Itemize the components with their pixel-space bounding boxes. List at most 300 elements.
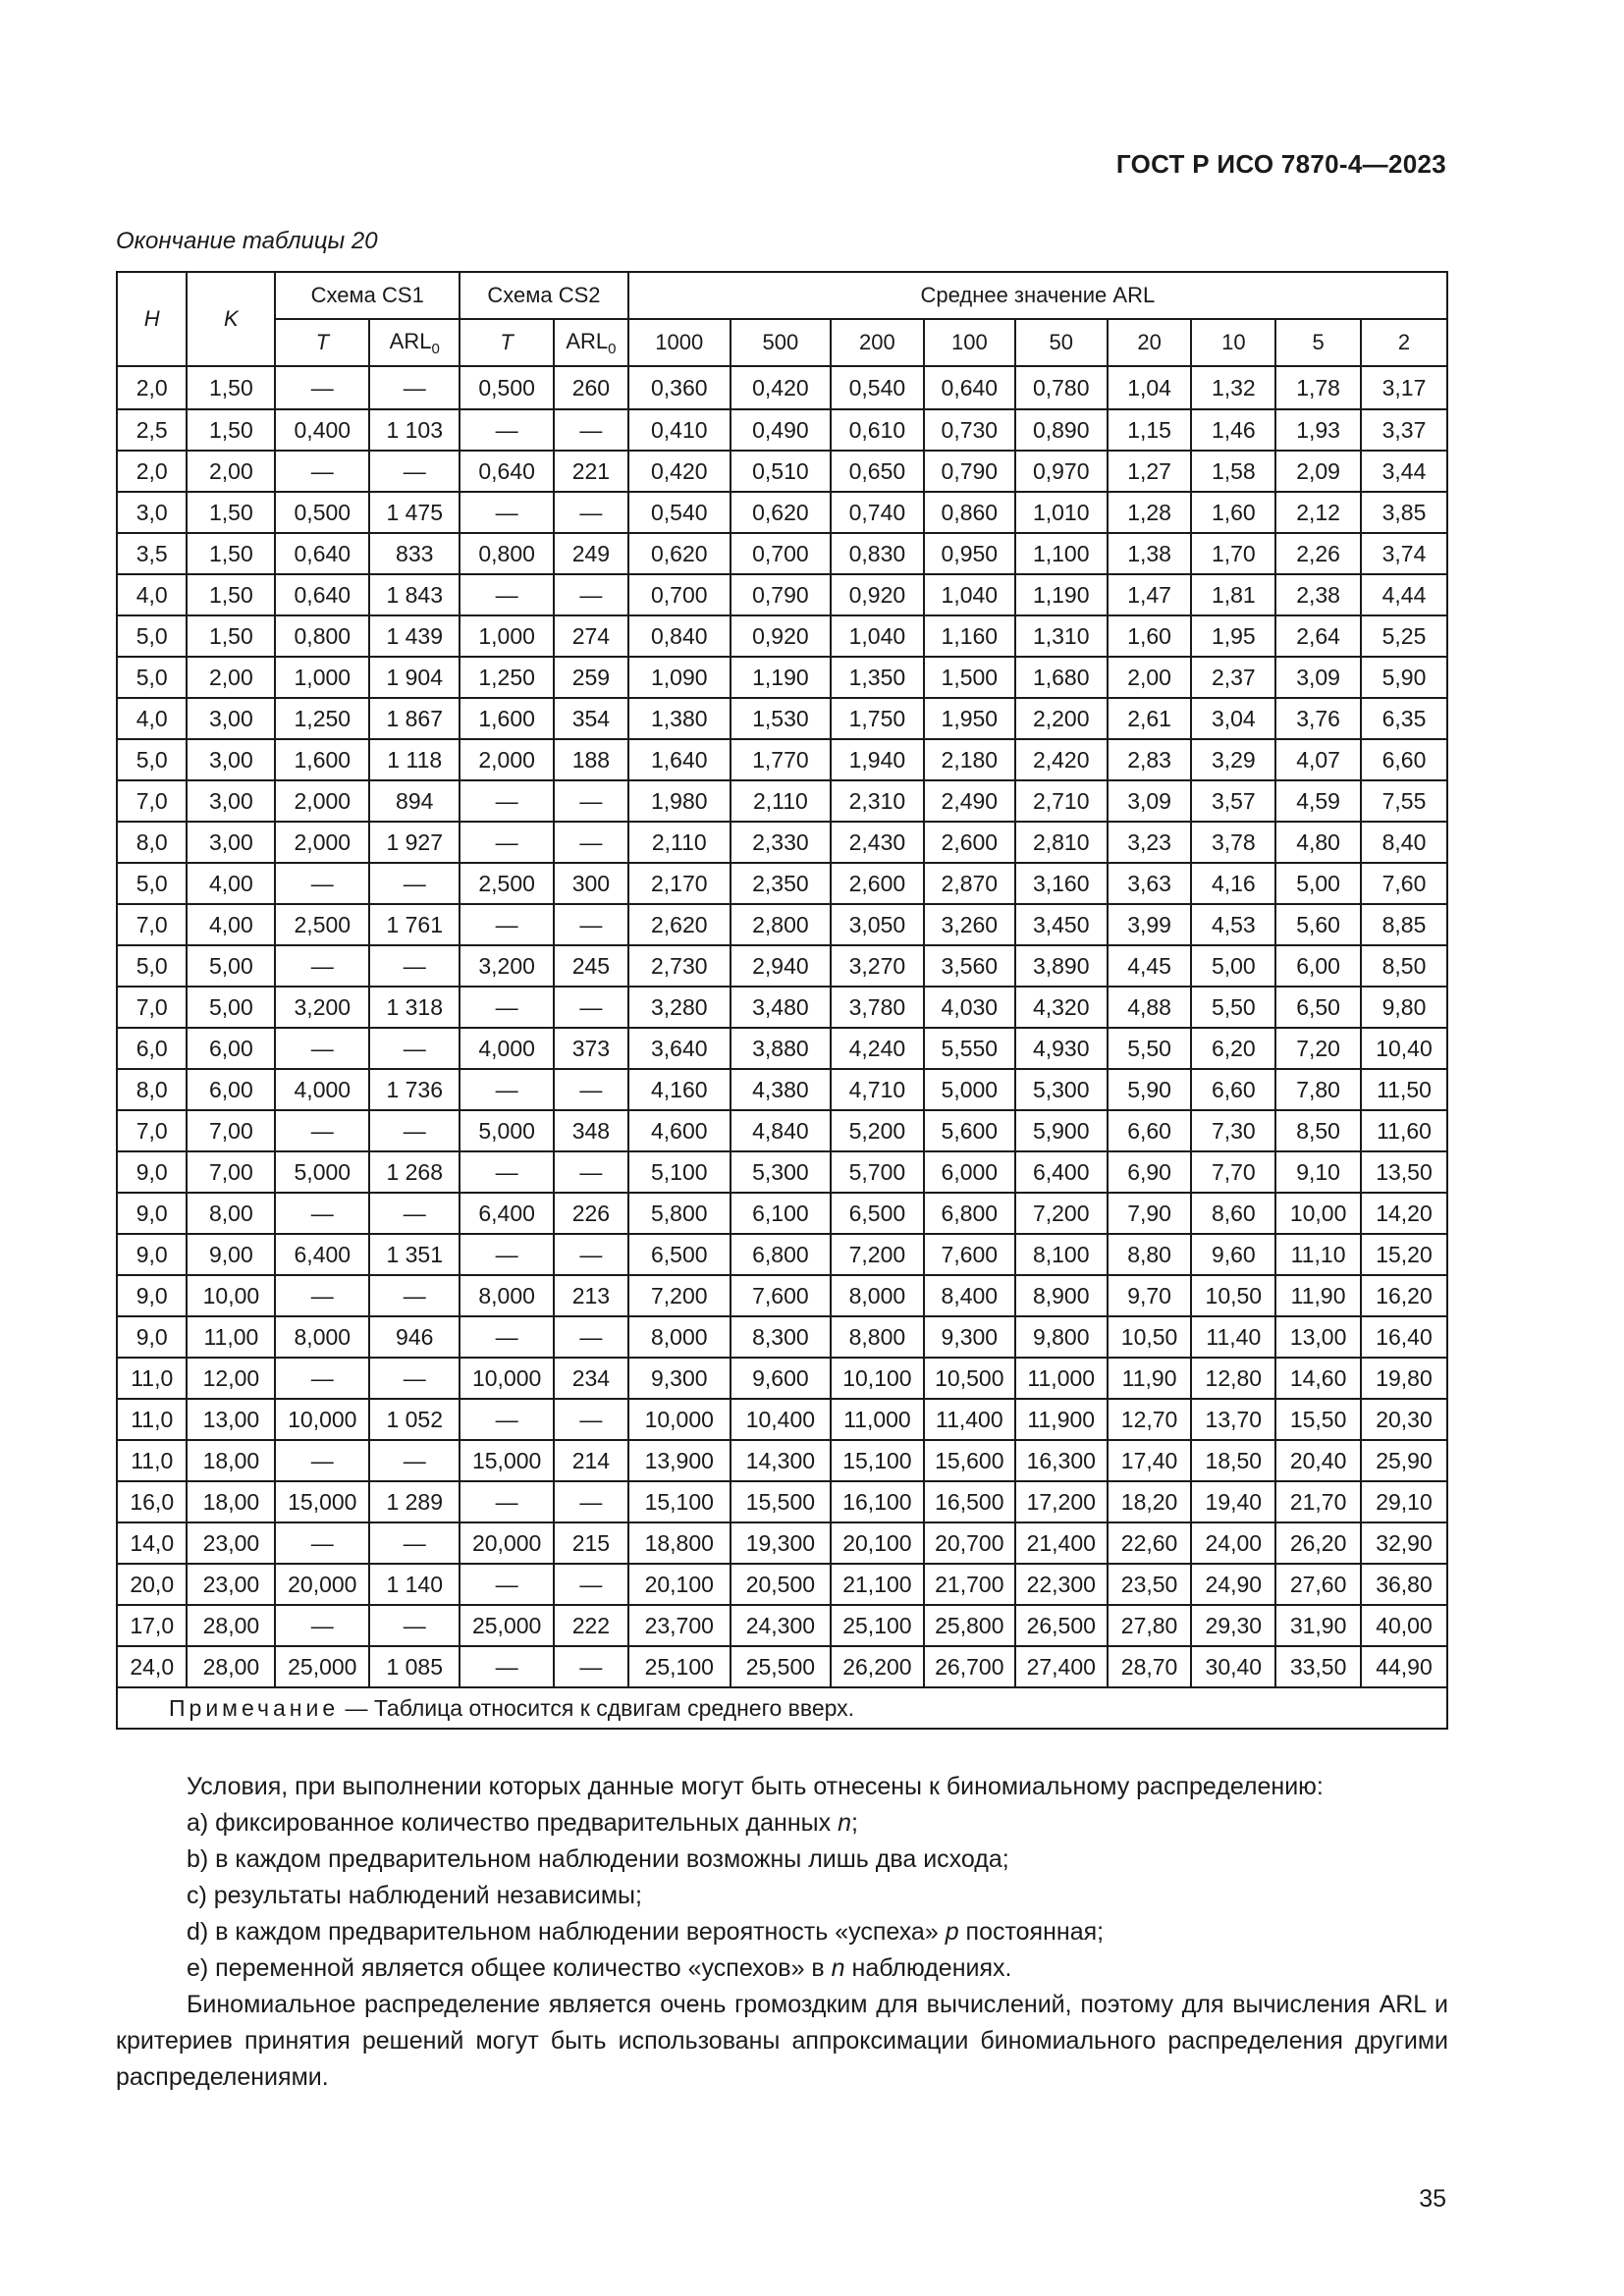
table-cell: 3,00 [187,780,275,822]
table-cell: 3,23 [1108,822,1192,863]
table-cell: 11,900 [1015,1399,1108,1440]
table-cell: 18,800 [628,1522,731,1564]
table-cell: 14,60 [1275,1358,1361,1399]
table-cell: 7,600 [924,1234,1015,1275]
table-cell: 5,300 [1015,1069,1108,1110]
table-cell: 5,700 [831,1151,924,1193]
table-cell: 25,000 [275,1646,369,1687]
table-cell: 0,800 [460,533,554,574]
table-cell: 0,700 [628,574,731,615]
table-cell: — [460,1151,554,1193]
table-cell: 24,00 [1191,1522,1275,1564]
table-row [117,1110,1447,1151]
table-cell: 3,200 [460,945,554,987]
table-cell: — [554,987,628,1028]
table-cell: — [554,1481,628,1522]
table-cell: — [460,1646,554,1687]
table-cell: 6,500 [628,1234,731,1275]
table-row [117,1275,1447,1316]
table-cell: 14,300 [731,1440,831,1481]
table-cell: 23,00 [187,1564,275,1605]
table-row [117,904,1447,945]
table-row [117,780,1447,822]
table-cell: 2,000 [275,780,369,822]
table-cell: 3,99 [1108,904,1192,945]
table-cell: 3,44 [1361,451,1447,492]
table-cell: — [554,409,628,451]
table-cell: 1,090 [628,657,731,698]
table-cell: — [554,1646,628,1687]
table-cell: 1,750 [831,698,924,739]
table-cell: 5,200 [831,1110,924,1151]
table-cell: 188 [554,739,628,780]
table-cell: 2,000 [275,822,369,863]
table-cell: 1 475 [369,492,460,533]
table-cell: 12,70 [1108,1399,1192,1440]
table-cell: 274 [554,615,628,657]
condition-item: e) переменной является общее количество «успехов» в n наблюдениях. [187,1954,1012,1982]
table-cell: 15,100 [628,1481,731,1522]
table-cell: 11,00 [187,1316,275,1358]
table-cell: — [275,1358,369,1399]
table-row [117,574,1447,615]
table-cell: — [369,1605,460,1646]
table-cell: 0,790 [731,574,831,615]
table-cell: 20,100 [831,1522,924,1564]
table-row [117,615,1447,657]
table-cell: 5,50 [1108,1028,1192,1069]
table-cell: 10,500 [924,1358,1015,1399]
table-cell: 0,540 [831,366,924,409]
table-cell: 3,57 [1191,780,1275,822]
table-cell: 1,100 [1015,533,1108,574]
table-cell: 2,5 [117,409,187,451]
table-cell: 7,30 [1191,1110,1275,1151]
table-cell: 234 [554,1358,628,1399]
table-cell: 6,90 [1108,1151,1192,1193]
table-row [117,366,1447,409]
table-row [117,1522,1447,1564]
table-cell: 4,000 [275,1069,369,1110]
table-row [117,533,1447,574]
table-cell: — [460,1069,554,1110]
table-row [117,1358,1447,1399]
conditions-intro: Условия, при выполнении которых данные могут быть отнесены к биномиальному распределению: [187,1773,1324,1800]
table-cell: 2,37 [1191,657,1275,698]
table-cell: 20,000 [275,1564,369,1605]
table-row [117,1069,1447,1110]
table-cell: 2,0 [117,366,187,409]
table-cell: 9,60 [1191,1234,1275,1275]
binomial-paragraph: Биномиальное распределение является очень громоздким для вычислений, поэтому для вычисления ARL и критериев принятия решений могут быть использованы аппроксимации биномиального распределения другими распределениями. [116,1991,1448,2091]
table-cell: 30,40 [1191,1646,1275,1687]
table-cell: — [460,1481,554,1522]
table-cell: 3,85 [1361,492,1447,533]
table-cell: 1,78 [1275,366,1361,409]
col-header-arl-level: 100 [924,319,1015,366]
table-cell: — [369,1275,460,1316]
table-cell: — [369,1358,460,1399]
table-cell: 2,0 [117,451,187,492]
table-cell: 1,50 [187,533,275,574]
table-cell: 2,940 [731,945,831,987]
table-cell: — [460,1234,554,1275]
table-cell: 7,90 [1108,1193,1192,1234]
table-cell: 1 761 [369,904,460,945]
table-cell: 7,00 [187,1151,275,1193]
table-cell: 2,710 [1015,780,1108,822]
table-cell: 1,040 [924,574,1015,615]
table-cell: 3,78 [1191,822,1275,863]
table-cell: 25,500 [731,1646,831,1687]
table-cell: 8,100 [1015,1234,1108,1275]
table-cell: 18,20 [1108,1481,1192,1522]
table-cell: — [460,409,554,451]
table-cell: 1,28 [1108,492,1192,533]
table-cell: 221 [554,451,628,492]
table-note [117,1687,1447,1729]
table-cell: 3,00 [187,698,275,739]
table-cell: 2,500 [275,904,369,945]
table-cell: 7,200 [1015,1193,1108,1234]
table-cell: 5,60 [1275,904,1361,945]
table-cell: 15,000 [460,1440,554,1481]
table-cell: 1 351 [369,1234,460,1275]
table-cell: 1,010 [1015,492,1108,533]
table-cell: — [275,451,369,492]
table-cell: 10,50 [1108,1316,1192,1358]
table-cell: 1,950 [924,698,1015,739]
table-cell: 2,26 [1275,533,1361,574]
condition-item: a) фиксированное количество предварительных данных n; [187,1809,858,1837]
table-cell: 348 [554,1110,628,1151]
col-header-cs1-arl0 [369,319,460,366]
table-cell: 2,620 [628,904,731,945]
table-cell: — [554,1069,628,1110]
table-cell: 0,640 [275,533,369,574]
table-cell: 300 [554,863,628,904]
table-cell: 6,60 [1361,739,1447,780]
table-cell: 8,000 [275,1316,369,1358]
table-cell: 8,40 [1361,822,1447,863]
table-cell: 15,600 [924,1440,1015,1481]
table-cell: 4,710 [831,1069,924,1110]
table-cell: 29,30 [1191,1605,1275,1646]
table-cell: 0,920 [831,574,924,615]
table-cell: 0,780 [1015,366,1108,409]
table-cell: 1,190 [731,657,831,698]
table-cell: 5,0 [117,863,187,904]
table-cell: 2,420 [1015,739,1108,780]
table-cell: 6,60 [1108,1110,1192,1151]
table-cell: 3,76 [1275,698,1361,739]
table-cell: 5,50 [1191,987,1275,1028]
table-row [117,945,1447,987]
table-cell: 29,10 [1361,1481,1447,1522]
table-cell: 28,00 [187,1646,275,1687]
table-cell: 946 [369,1316,460,1358]
table-cell: — [460,1399,554,1440]
table-cell: 10,000 [275,1399,369,1440]
table-cell: 8,400 [924,1275,1015,1316]
table-cell: 4,59 [1275,780,1361,822]
table-cell: 28,70 [1108,1646,1192,1687]
table-row [117,1399,1447,1440]
table-cell: 5,550 [924,1028,1015,1069]
table-cell: 6,50 [1275,987,1361,1028]
table-cell: 0,360 [628,366,731,409]
table-row [117,1151,1447,1193]
table-cell: 213 [554,1275,628,1316]
table-cell: 11,90 [1275,1275,1361,1316]
table-cell: 33,50 [1275,1646,1361,1687]
table-cell: 2,61 [1108,698,1192,739]
table-cell: 4,030 [924,987,1015,1028]
table-cell: 25,90 [1361,1440,1447,1481]
table-cell: 6,00 [187,1069,275,1110]
table-cell: 7,80 [1275,1069,1361,1110]
table-cell: 373 [554,1028,628,1069]
table-cell: 13,00 [187,1399,275,1440]
table-cell: 1,50 [187,366,275,409]
table-cell: 1,46 [1191,409,1275,451]
table-cell: 5,000 [924,1069,1015,1110]
table-cell: 1 103 [369,409,460,451]
table-cell: 4,53 [1191,904,1275,945]
table-cell: 3,37 [1361,409,1447,451]
table-cell: 1 268 [369,1151,460,1193]
table-cell: 5,100 [628,1151,731,1193]
table-cell: 2,110 [731,780,831,822]
col-header-arl-level: 5 [1275,319,1361,366]
table-cell: 24,0 [117,1646,187,1687]
table-cell: 10,000 [460,1358,554,1399]
table-cell: 15,50 [1275,1399,1361,1440]
table-cell: 12,80 [1191,1358,1275,1399]
table-cell: 3,74 [1361,533,1447,574]
table-cell: 833 [369,533,460,574]
table-cell: 11,50 [1361,1069,1447,1110]
table-cell: 4,000 [460,1028,554,1069]
table-cell: 4,600 [628,1110,731,1151]
table-cell: 0,860 [924,492,1015,533]
table-row [117,1646,1447,1687]
table-cell: — [275,1275,369,1316]
arl-label: ARL [389,328,432,353]
table-cell: 11,0 [117,1358,187,1399]
table-cell: 1 318 [369,987,460,1028]
table-cell: 222 [554,1605,628,1646]
table-cell: 5,800 [628,1193,731,1234]
table-cell: 10,400 [731,1399,831,1440]
col-header-arl-level: 1000 [628,319,731,366]
table-cell: 3,00 [187,739,275,780]
table-row [117,739,1447,780]
table-cell: 21,70 [1275,1481,1361,1522]
table-cell: 1,500 [924,657,1015,698]
table-cell: 9,70 [1108,1275,1192,1316]
table-cell: 6,100 [731,1193,831,1234]
col-header-arl-level: 20 [1108,319,1192,366]
table-cell: — [554,904,628,945]
table-cell: 2,200 [1015,698,1108,739]
table-cell: 9,00 [187,1234,275,1275]
table-cell: 0,620 [628,533,731,574]
table-cell: 8,80 [1108,1234,1192,1275]
note-text: — Таблица относится к сдвигам среднего вверх. [339,1694,855,1721]
table-cell: 10,00 [187,1275,275,1316]
table-cell: 1,27 [1108,451,1192,492]
table-cell: 1,60 [1108,615,1192,657]
table-cell: 1 904 [369,657,460,698]
table-cell: 16,20 [1361,1275,1447,1316]
table-cell: 8,300 [731,1316,831,1358]
table-cell: 24,90 [1191,1564,1275,1605]
table-cell: 0,740 [831,492,924,533]
table-cell: 7,0 [117,1110,187,1151]
table-cell: — [460,1564,554,1605]
table-cell: 4,00 [187,904,275,945]
condition-item: b) в каждом предварительном наблюдении возможны лишь два исхода; [187,1845,1009,1873]
table-cell: 2,83 [1108,739,1192,780]
table-cell: 4,16 [1191,863,1275,904]
table-cell: 23,50 [1108,1564,1192,1605]
table-cell: 0,420 [731,366,831,409]
table-cell: 1,70 [1191,533,1275,574]
table-cell: 26,200 [831,1646,924,1687]
table-cell: 2,870 [924,863,1015,904]
table-cell: 1 927 [369,822,460,863]
table-cell: 16,40 [1361,1316,1447,1358]
col-header-arl-level: 10 [1191,319,1275,366]
table-cell: 2,330 [731,822,831,863]
table-cell: — [554,1564,628,1605]
table-cell: — [369,1440,460,1481]
table-cell: 11,40 [1191,1316,1275,1358]
table-cell: 8,000 [628,1316,731,1358]
table-cell: 226 [554,1193,628,1234]
table-cell: 14,0 [117,1522,187,1564]
table-cell: 1,600 [460,698,554,739]
col-header-h: H [117,272,187,366]
table-caption: Окончание таблицы 20 [116,228,378,254]
table-cell: 6,00 [187,1028,275,1069]
table-cell: 3,63 [1108,863,1192,904]
table-cell: 8,000 [460,1275,554,1316]
table-cell: 6,000 [924,1151,1015,1193]
table-cell: 0,730 [924,409,1015,451]
table-cell: 0,950 [924,533,1015,574]
table-cell: 5,00 [187,987,275,1028]
table-cell: 3,5 [117,533,187,574]
table-cell: 0,510 [731,451,831,492]
table-cell: 894 [369,780,460,822]
table-cell: 2,00 [187,451,275,492]
table-cell: 15,100 [831,1440,924,1481]
table-cell: 28,00 [187,1605,275,1646]
group-header-cs2: Схема CS2 [460,272,628,319]
table-cell: 11,000 [831,1399,924,1440]
table-cell: 6,35 [1361,698,1447,739]
table-cell: 23,700 [628,1605,731,1646]
table-cell: 22,60 [1108,1522,1192,1564]
table-cell: 2,800 [731,904,831,945]
table-body [117,366,1447,1687]
table-cell: 3,17 [1361,366,1447,409]
table-cell: 1,93 [1275,409,1361,451]
table-cell: 10,000 [628,1399,731,1440]
table-cell: 3,560 [924,945,1015,987]
table-cell: — [554,822,628,863]
table-cell: 7,70 [1191,1151,1275,1193]
table-cell: 17,0 [117,1605,187,1646]
table-cell: 3,880 [731,1028,831,1069]
table-cell: 0,840 [628,615,731,657]
table-cell: 10,40 [1361,1028,1447,1069]
page-number: 35 [1419,2185,1446,2213]
table-cell: 0,500 [460,366,554,409]
table-cell: 16,300 [1015,1440,1108,1481]
table-cell: 14,20 [1361,1193,1447,1234]
table-cell: 2,09 [1275,451,1361,492]
table-cell: 1,250 [275,698,369,739]
table-cell: 6,400 [275,1234,369,1275]
table-cell: 1,50 [187,574,275,615]
table-cell: 1,04 [1108,366,1192,409]
table-cell: 2,00 [1108,657,1192,698]
table-row [117,1481,1447,1522]
table-cell: 9,80 [1361,987,1447,1028]
table-cell: 1,380 [628,698,731,739]
table-cell: 23,00 [187,1522,275,1564]
table-cell: 3,0 [117,492,187,533]
table-cell: 13,900 [628,1440,731,1481]
col-header-cs2-t: T [460,319,554,366]
table-cell: 11,10 [1275,1234,1361,1275]
table-row [117,1564,1447,1605]
arl-label: ARL [566,328,609,353]
table-cell: 5,90 [1108,1069,1192,1110]
table-cell: 1,32 [1191,366,1275,409]
table-cell: 13,00 [1275,1316,1361,1358]
table-cell: 5,0 [117,945,187,987]
table-cell: 9,0 [117,1151,187,1193]
table-cell: 10,50 [1191,1275,1275,1316]
table-cell: — [460,574,554,615]
table-cell: 26,700 [924,1646,1015,1687]
table-cell: 1,350 [831,657,924,698]
table-cell: 9,600 [731,1358,831,1399]
table-cell: 8,0 [117,822,187,863]
table-cell: 4,840 [731,1110,831,1151]
table-cell: 20,0 [117,1564,187,1605]
table-cell: 2,64 [1275,615,1361,657]
table-row [117,863,1447,904]
table-cell: 3,450 [1015,904,1108,945]
table-cell: 2,500 [460,863,554,904]
table-cell: 1,190 [1015,574,1108,615]
table-cell: 259 [554,657,628,698]
table-cell: 4,0 [117,574,187,615]
table-cell: 27,80 [1108,1605,1192,1646]
table-cell: 2,170 [628,863,731,904]
table-cell: 4,07 [1275,739,1361,780]
table-cell: 12,00 [187,1358,275,1399]
table-cell: 4,930 [1015,1028,1108,1069]
table-cell: 4,80 [1275,822,1361,863]
table-cell: 18,00 [187,1440,275,1481]
table-cell: 3,050 [831,904,924,945]
